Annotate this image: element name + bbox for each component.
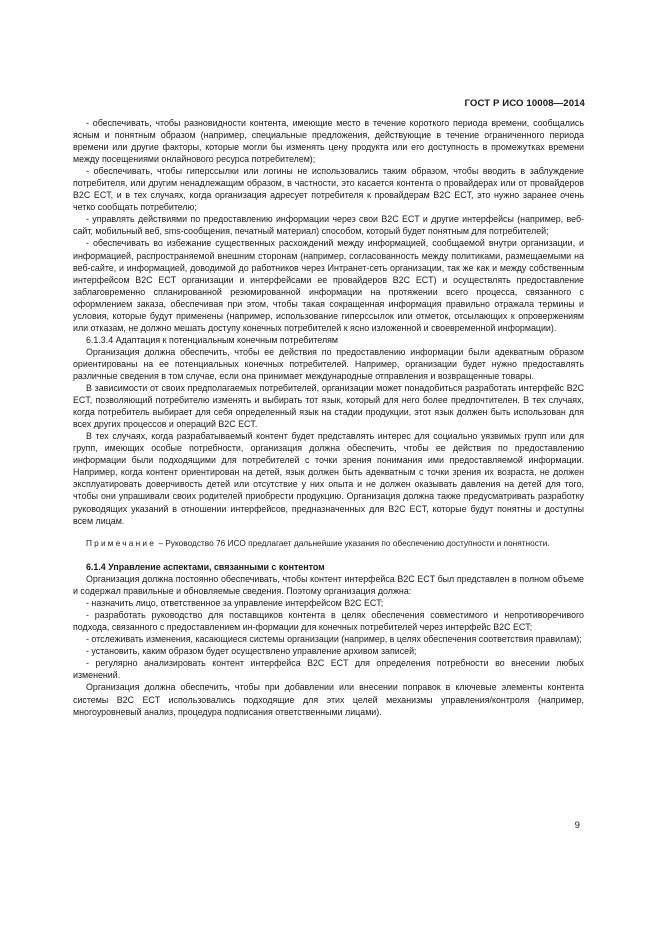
- document-header: ГОСТ Р ИСО 10008—2014: [464, 98, 585, 109]
- paragraph: - обеспечивать, чтобы разновидности контента, имеющие место в течение короткого периода времени, сообщались ясным и понятным образом (например, специальные предложения, действующие в течение ограниченного периода времени или другие факторы, которые могли бы изменять цену продукта или его доступность в промежутках времени между посещениями онлайнового ресурса потребителем);: [73, 118, 584, 165]
- paragraph: Организация должна постоянно обеспечивать, чтобы контент интерфейса B2C ECT был представлен в полном объеме и содержал правильные и обновляемые сведения. Поэтому организация должна:: [73, 574, 584, 597]
- list-item: - разработать руководство для поставщиков контента в целях обеспечения совместимого и непротиворечивого подхода, связанного с предоставлением ин-формации для конечных потребителей через интерфейс B2C ECT;: [73, 610, 584, 633]
- list-item: - отслеживать изменения, касающиеся системы организации (например, в целях обеспечения соответствия правилам);: [86, 634, 582, 645]
- list-item: - установить, каким образом будет осуществлено управление архивом записей;: [86, 646, 417, 657]
- list-item: - регулярно анализировать контент интерфейса B2C ECT для определения потребности во внесении любых изменений.: [73, 658, 584, 681]
- spacer: [73, 549, 584, 561]
- paragraph: В тех случаях, когда разрабатываемый контент будет представлять интерес для социально уязвимых групп или для групп, имеющих особые потребности, организация должна обеспечить, чтобы ее действия по предоставлению информации были подходящими для потребителей с точки зрения понимания ими предоставляемой информации. Например, когда контент ориентирован на детей, язык должен быть адекватным с точки зрения их возраста, не должен эксплуатировать доверчивость детей или отсутствие у них опыта и не должен оказывать давления на детей для того, чтобы они упрашивали своих родителей приобрести продукцию. Организация должна также предусматривать разработку руководящих указаний в отношении интерфейсов, предназначенных для B2C ECT, которые будут понятны и доступны всем лицам.: [73, 431, 584, 526]
- paragraph: - обеспечивать, чтобы гиперссылки или логины не использовались таким образом, чтобы вводить в заблуждение потребителя, или другим ненадлежащим образом, в частности, это касается контента о провайдерах или от провайдеров B2C ECT, и в тех случаях, когда организация адресует потребителя к провайдерам B2C ECT, это нужно заранее очень четко сообщать потребителю;: [73, 166, 584, 213]
- list-item: - назначить лицо, ответственное за управление интерфейсом B2C ECT;: [86, 598, 384, 609]
- section-heading: 6.1.4 Управление аспектами, связанными с контентом: [86, 562, 325, 572]
- note: [73, 538, 584, 549]
- paragraph: В зависимости от своих предполагаемых потребителей, организации может понадобиться разработать интерфейс B2C ECT, позволяющий потребителю изменять и выбирать тот язык, который для него более предпочтителен. В тех случаях, когда потребитель выбирает для себя определенный язык на стадии продукции, этот язык должен быть использован для всех других процессов и операций B2C ECT.: [73, 383, 584, 430]
- document-body: [73, 117, 584, 718]
- page-number: 9: [574, 820, 580, 831]
- paragraph: - обеспечивать во избежание существенных расхождений между информацией, сообщаемой внутри организации, и информацией, распространяемой внешним сторонам (например, согласованность между политиками, размещаемыми на веб-сайте, и информацией, доводимой до работников через Интранет-сеть организации, так же как и между собственным интерфейсом B2C ECT организации и интерфейсами ее провайдеров B2C ECT) и осуществлять предоставление заблаговременно спланированной резюмированной информации на протяжении всего процесса, связанного с оформлением заказа, обеспечивая при этом, чтобы такая сокращенная информация правильно отражала термины и условия, которые будут применены (например, использование гиперссылок или отметок, отсылающих к опровержениям или отказам, не должно мешать доступу конечных потребителей к ясно изложенной и своевременной информации).: [73, 238, 584, 333]
- subsection-heading: 6.1.3.4 Адаптация к потенциальным конечным потребителям: [86, 334, 339, 345]
- paragraph: Организация должна обеспечить, чтобы ее действия по предоставлению информации были адекватным образом ориентированы на ее потенциальных конечных потребителей. Например, организации будет нужно предоставлять различные сведения в том случае, если она принимает международные отправления и возвращенные товары.: [73, 346, 584, 381]
- note-label: Примечание: [86, 537, 157, 548]
- note-text: – Руководство 76 ИСО предлагает дальнейшие указания по обеспечению доступности и понятности.: [156, 537, 550, 548]
- paragraph: - управлять действиями по предоставлению информации через свои B2C ECT и другие интерфейсы (например, веб-сайт, мобильный веб, sms-сообщения, печатный материал) способом, который будет понятным для потребителей;: [73, 214, 584, 237]
- paragraph: Организация должна обеспечить, чтобы при добавлении или внесении поправок в ключевые элементы контента системы B2C ECT использовались подходящие для этих целей механизмы управления/контроля (например, многоуровневый анализ, процедура подписания ответственными лицами).: [73, 682, 584, 717]
